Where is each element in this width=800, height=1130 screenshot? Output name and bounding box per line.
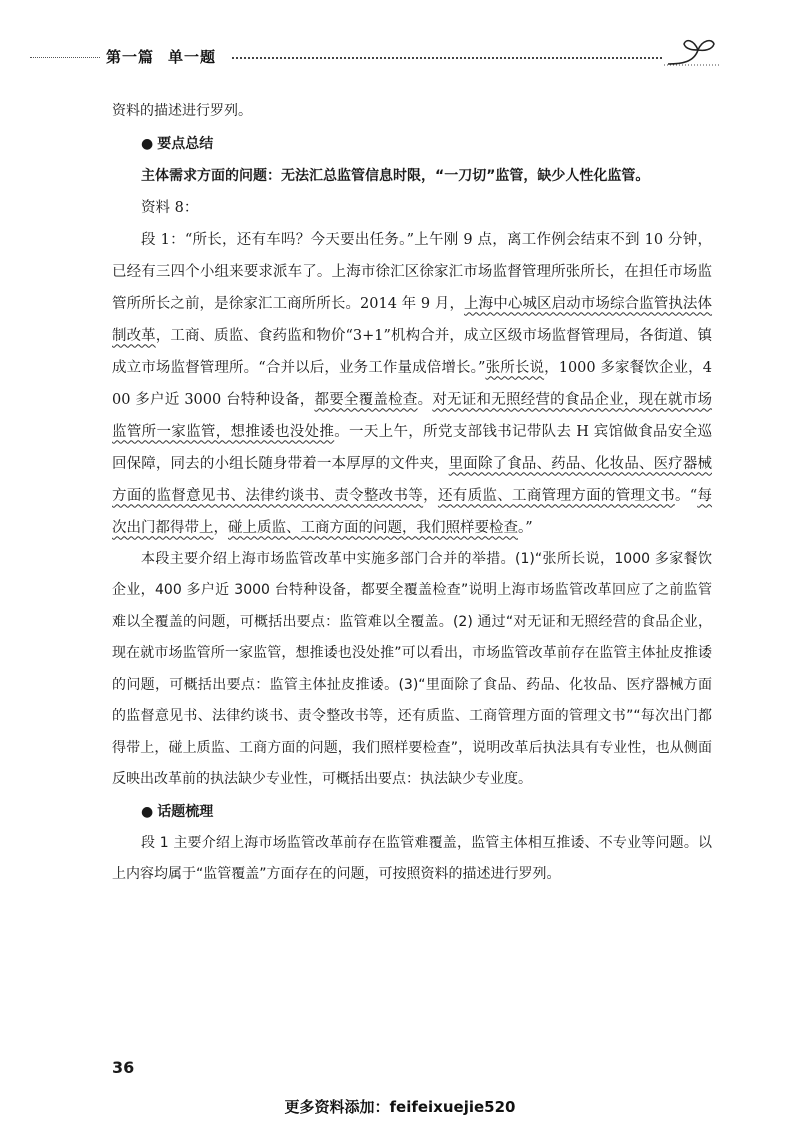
header-section-label — [106, 46, 230, 67]
header-dotted-rule-left — [30, 57, 100, 58]
page-body — [112, 96, 712, 891]
material-paragraph — [112, 224, 712, 544]
key-points-text: 主体需求方面的问题：无法汇总监管信息时限，“一刀切”监管，缺少人性化监管。 — [141, 167, 650, 184]
topic-heading — [112, 796, 712, 828]
para-text: ， — [423, 487, 438, 504]
key-points-heading-label: 要点总结 — [157, 135, 214, 152]
para-underlined: 里面除了食品、药品、化妆品、医疗器械方面的监督意见书、法律约谈书、责令整改书等 — [112, 455, 713, 504]
para-text: 。 — [417, 391, 433, 408]
para-underlined: 每次出门都得带上 — [112, 487, 713, 536]
sprout-icon — [664, 34, 724, 70]
para-text: 。” — [518, 519, 533, 536]
material-label: 资料 8： — [141, 199, 199, 216]
header-part: 第一篇 — [106, 48, 155, 66]
running-header — [0, 40, 800, 80]
para-underlined: 都要全覆盖检查 — [314, 391, 418, 408]
bullet-icon: ● — [141, 135, 154, 152]
key-points-heading — [112, 128, 712, 160]
para-text: 。一天上午，所党支部钱书记带队去 H 宾馆做食品安全巡回保障，同去的小组长随身带着一本厚厚的文件夹， — [112, 423, 712, 472]
page-number: 36 — [112, 1058, 135, 1077]
para-underlined: 对无证和无照经营的食品企业，现在就市场监管所一家监管，想推诿也没处推 — [112, 391, 713, 440]
para-text: ，工商、质监、食药监和物价“3+1”机构合并，成立区级市场监督管理局，各街道、镇成立市场监督管理所。“合并以后，业务工作量成倍增长。” — [112, 327, 712, 376]
para-underlined: 碰上质监、工商方面的问题，我们照样要检查 — [228, 519, 518, 536]
para-underlined: 还有质监、工商管理方面的管理文书 — [437, 487, 675, 504]
para-text: 。“ — [674, 487, 698, 504]
header-chapter: 单一题 — [168, 48, 217, 66]
header-dotted-rule — [232, 57, 662, 59]
footer-note: 更多资料添加：feifeixuejie520 — [284, 1098, 516, 1116]
para-underlined: 上海中心城区启动市场综合监管执法体制改革 — [112, 295, 713, 344]
para-underlined: 张所长说 — [485, 359, 545, 376]
para-text: ，1000 多家餐饮企业，400 多户近 3000 台特种设备， — [112, 359, 712, 408]
para-text: ， — [213, 519, 228, 536]
bullet-icon: ● — [141, 803, 154, 820]
analysis-paragraph: 本段主要介绍上海市场监管改革中实施多部门合并的举措。(1)“张所长说，1000 多家餐饮企业，400 多户近 3000 台特种设备，都要全覆盖检查”说明上海市场监管改革回应了之前监管难以全覆盖的问题，可概括出要点：监管难以全覆盖。(2) 通过“对无证和无照经营的食品企业，现在就市场监管所一家监管，想推诿也没处推”可以看出，市场监管改革前存在监管主体扯皮推诿的问题，可概括出要点：监管主体扯皮推诿。(3)“里面除了食品、药品、化妆品、医疗器械方面的监督意见书、法律约谈书、责令整改书等，还有质监、工商管理方面的管理文书”“每次出门都得带上，碰上质监、工商方面的问题，我们照样要检查”，说明改革后执法具有专业性，也从侧面反映出改革前的执法缺少专业性，可概括出要点：执法缺少专业度。 — [112, 550, 712, 787]
topic-paragraph: 段 1 主要介绍上海市场监管改革前存在监管难覆盖，监管主体相互推诿、不专业等问题。以上内容均属于“监管覆盖”方面存在的问题，可按照资料的描述进行罗列。 — [112, 834, 712, 882]
para-text: 段 1：“所长，还有车吗？今天要出任务。”上午刚 9 点，离工作例会结束不到 10 分钟，已经有三四个小组来要求派车了。上海市徐汇区徐家汇市场监督管理所张所长，在担任市场监管所所长之前，是徐家汇工商所所长。2014 年 9 月， — [112, 231, 712, 312]
continuation-text: 资料的描述进行罗列。 — [112, 103, 252, 119]
topic-heading-label: 话题梳理 — [157, 803, 214, 820]
